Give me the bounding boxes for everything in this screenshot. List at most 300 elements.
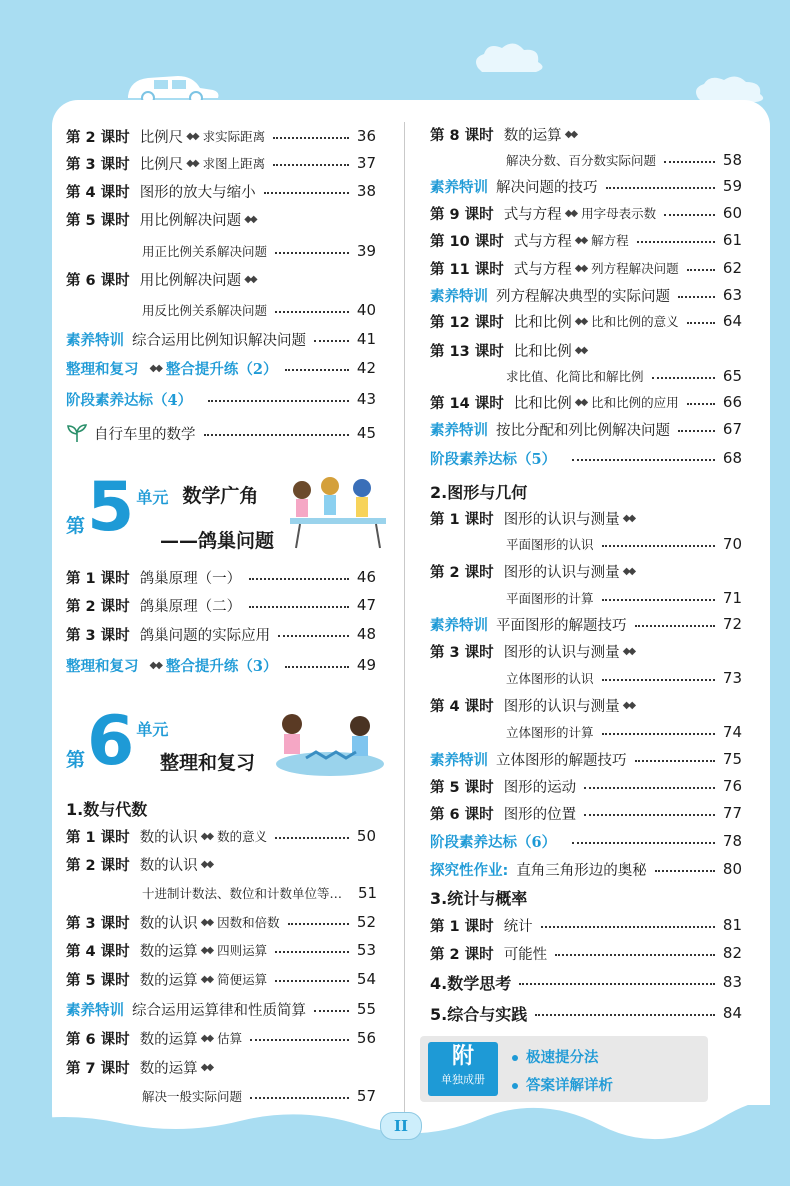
toc-row [430, 912, 742, 938]
page-ref: 36 [356, 127, 376, 145]
dot-leader [275, 943, 349, 953]
attachment-item [512, 1074, 613, 1095]
lesson-number: 第 2 课时 [430, 946, 494, 963]
toc-row [430, 665, 742, 691]
page-ref: 81 [722, 916, 742, 934]
lesson-title: 图形的认识与测量 [503, 698, 620, 715]
page-ref: 43 [356, 390, 376, 408]
toc-row [430, 200, 742, 226]
diamond-icon: ◆◆ [186, 157, 198, 169]
diamond-icon: ◆◆ [244, 213, 256, 225]
toc-row [430, 389, 742, 415]
page-ref: 51 [358, 884, 378, 902]
lesson-number: 第 3 课时 [66, 627, 130, 644]
lesson-title: 数的认识 [139, 857, 198, 874]
toc-row [430, 227, 742, 253]
dot-leader [535, 1006, 715, 1016]
page-ref: 37 [356, 154, 376, 172]
unit-number: 5 [87, 468, 135, 547]
section-tag: 阶段素养达标（5） [430, 450, 557, 468]
dot-leader [288, 915, 349, 925]
toc-row [66, 909, 376, 935]
toc-row [66, 266, 376, 292]
lesson-number: 第 8 课时 [430, 127, 494, 144]
lesson-subtitle: 平面图形的计算 [506, 591, 594, 606]
dot-leader [249, 598, 349, 608]
lesson-number: 第 1 课时 [430, 918, 494, 935]
page-ref: 39 [356, 242, 376, 260]
page-ref: 41 [356, 330, 376, 348]
page-ref: 56 [356, 1029, 376, 1047]
attachment-tag-sub: 单独成册 [441, 1073, 485, 1086]
lesson-subtitle: 求实际距离 [202, 129, 266, 144]
lesson-subtitle: 用正比例关系解决问题 [142, 244, 268, 259]
dot-leader [275, 303, 349, 313]
section-tag: 素养特训 [430, 422, 488, 439]
lesson-title: 数的认识 [139, 829, 198, 846]
page-ref: 38 [356, 182, 376, 200]
dot-leader [635, 752, 715, 762]
lesson-number: 第 14 课时 [430, 395, 504, 412]
section-heading: 5.综合与实践 [430, 1004, 528, 1024]
lesson-title: 综合运用比例知识解决问题 [132, 332, 306, 349]
dot-leader [250, 1089, 349, 1099]
section-tag: 探究性作业: [430, 862, 509, 879]
diamond-icon: ◆◆ [200, 916, 213, 928]
lesson-title: 可能性 [503, 946, 548, 963]
toc-row [430, 121, 742, 147]
toc-row [66, 238, 376, 264]
page-ref: 83 [722, 973, 742, 991]
lesson-subtitle: 立体图形的计算 [506, 725, 594, 740]
page-ref: 42 [356, 359, 376, 377]
toc-row [430, 255, 742, 281]
page-ref: 54 [356, 970, 376, 988]
bullet-icon [512, 1083, 518, 1089]
unit-prefix: 第 [66, 515, 86, 537]
lesson-number: 第 12 课时 [430, 314, 504, 331]
page-ref: 62 [722, 259, 742, 277]
dot-leader [687, 261, 715, 271]
toc-row [66, 386, 376, 412]
lesson-number: 第 3 课时 [430, 644, 494, 661]
toc-row [66, 851, 376, 877]
section-heading: 4.数学思考 [430, 973, 512, 993]
attachment-tag [428, 1042, 498, 1096]
toc-row [430, 800, 742, 826]
diamond-icon: ◆◆ [564, 128, 577, 140]
lesson-subtitle: 解方程 [591, 233, 629, 248]
lesson-title: 数的运算 [503, 127, 562, 144]
page-ref: 77 [722, 804, 742, 822]
section-tag: 阶段素养达标（4） [66, 391, 193, 409]
dot-leader [655, 862, 715, 872]
toc-row [430, 558, 742, 584]
dot-leader [664, 206, 715, 216]
dot-leader [264, 184, 349, 194]
lesson-title: 用比例解决问题 [139, 272, 242, 289]
section-heading: 2.图形与几何 [430, 482, 528, 502]
dot-leader [249, 570, 349, 580]
dot-leader [275, 972, 349, 982]
section-tag: 素养特训 [430, 288, 488, 305]
section-heading: 3.统计与概率 [430, 888, 528, 908]
section-tag: 整理和复习 [66, 360, 139, 378]
page-ref: 45 [356, 424, 376, 442]
lesson-subtitle: 简便运算 [217, 972, 268, 987]
page-ref: 60 [722, 204, 742, 222]
toc-row [66, 297, 376, 323]
page-ref: 50 [356, 827, 376, 845]
sprout-icon [66, 423, 88, 443]
dot-leader [519, 975, 715, 985]
toc-row [66, 937, 376, 963]
lesson-title: 比和比例 [513, 314, 572, 331]
toc-row [430, 308, 742, 334]
lesson-number: 第 2 课时 [430, 564, 494, 581]
page-ref: 47 [356, 596, 376, 614]
attachment-box [420, 1036, 708, 1102]
diamond-icon: ◆◆ [200, 1032, 213, 1044]
lesson-subtitle: 用字母表示数 [581, 206, 657, 221]
page-ref: 63 [722, 286, 742, 304]
dot-leader [602, 537, 715, 547]
diamond-icon: ◆◆ [574, 262, 587, 274]
dot-leader [687, 314, 715, 324]
toc-row [430, 416, 742, 442]
toc-row [66, 326, 376, 352]
unit6-header [66, 702, 169, 781]
lesson-title: 图形的认识与测量 [503, 511, 620, 528]
lesson-title: 按比分配和列比例解决问题 [496, 422, 670, 439]
dot-leader [541, 918, 715, 928]
lesson-subtitle: 解决一般实际问题 [142, 1089, 243, 1104]
toc-row [66, 420, 376, 446]
toc-row [430, 692, 742, 718]
page-ref: 73 [722, 669, 742, 687]
bullet-icon [512, 1055, 518, 1061]
toc-row [66, 1054, 376, 1080]
kids-illustration [280, 470, 392, 550]
lesson-subtitle: 比和比例的意义 [591, 314, 679, 329]
section-heading: 1.数与代数 [66, 800, 148, 819]
toc-row [430, 445, 742, 471]
page-ref: 80 [722, 860, 742, 878]
page-ref: 49 [356, 656, 376, 674]
toc-row [66, 150, 376, 176]
dot-leader [285, 658, 348, 668]
lesson-subtitle: 平面图形的认识 [506, 537, 594, 552]
toc-row [66, 652, 376, 678]
diamond-icon: ◆◆ [186, 130, 198, 142]
toc-row [66, 1083, 376, 1109]
dot-leader [275, 244, 349, 254]
lesson-title: 图形的认识与测量 [503, 644, 620, 661]
page-ref: 68 [722, 449, 742, 467]
toc-row [66, 880, 376, 906]
toc-row [430, 828, 742, 854]
toc-row [66, 564, 376, 590]
page-ref: 66 [722, 393, 742, 411]
toc-row [430, 746, 742, 772]
toc-row [66, 966, 376, 992]
page-ref: 75 [722, 750, 742, 768]
section-tag: 素养特训 [430, 752, 488, 769]
dot-leader [208, 392, 349, 402]
lesson-number: 第 11 课时 [430, 261, 504, 278]
toc-row [430, 856, 742, 882]
page-ref: 53 [356, 941, 376, 959]
toc-row [430, 884, 742, 910]
toc-row [66, 123, 376, 149]
lesson-number: 第 6 课时 [66, 272, 130, 289]
lesson-subtitle: 整合提升练（2） [165, 360, 278, 378]
lesson-title: 比和比例 [513, 395, 572, 412]
lesson-subtitle: 求图上距离 [202, 156, 266, 171]
dot-leader [602, 671, 715, 681]
page-ref: 46 [356, 568, 376, 586]
lesson-subtitle: 用反比例关系解决问题 [142, 303, 268, 318]
lesson-number: 第 4 课时 [66, 943, 130, 960]
lesson-title: 比例尺 [139, 156, 184, 173]
page-ref: 59 [722, 177, 742, 195]
toc-row [66, 621, 376, 647]
section-tag: 素养特训 [66, 332, 124, 349]
section-tag: 素养特训 [430, 179, 488, 196]
lesson-number: 第 2 课时 [66, 129, 130, 146]
unit-prefix: 第 [66, 749, 86, 771]
dot-leader [687, 395, 715, 405]
lesson-subtitle: 立体图形的认识 [506, 671, 594, 686]
diamond-icon: ◆◆ [622, 565, 635, 577]
lesson-title: 直角三角形边的奥秘 [516, 862, 647, 879]
diamond-icon: ◆◆ [200, 858, 213, 870]
lesson-number: 第 1 课时 [66, 829, 130, 846]
dot-leader [652, 369, 715, 379]
page-ref: 64 [722, 312, 742, 330]
lesson-number: 第 13 课时 [430, 343, 504, 360]
diamond-icon: ◆◆ [574, 234, 587, 246]
section-tag: 阶段素养达标（6） [430, 833, 557, 851]
diamond-icon: ◆◆ [149, 362, 161, 374]
page-ref: 82 [722, 944, 742, 962]
dot-leader [602, 591, 715, 601]
toc-row [66, 355, 376, 381]
toc-row [430, 531, 742, 557]
toc-row [430, 478, 742, 504]
dot-leader [314, 332, 349, 342]
toc-row [430, 773, 742, 799]
page-ref: 52 [356, 913, 376, 931]
page-ref: 40 [356, 301, 376, 319]
lesson-title: 式与方程 [513, 233, 572, 250]
lesson-number: 第 5 课时 [430, 779, 494, 796]
toc-row [430, 1000, 742, 1026]
lesson-title: 图形的运动 [503, 779, 577, 796]
lesson-number: 第 3 课时 [66, 156, 130, 173]
page-ref: 71 [722, 589, 742, 607]
lesson-number: 第 9 课时 [430, 206, 494, 223]
dot-leader [602, 725, 715, 735]
cloud-icon [470, 38, 550, 78]
dot-leader [678, 422, 715, 432]
lesson-title: 鸽巢原理（一） [139, 570, 242, 587]
page-number: II [380, 1112, 422, 1140]
lesson-title: 鸽巢原理（二） [139, 598, 242, 615]
lesson-title: 比和比例 [513, 343, 572, 360]
toc-row [66, 823, 376, 849]
diamond-icon: ◆◆ [622, 645, 635, 657]
dot-leader [285, 361, 348, 371]
diamond-icon: ◆◆ [574, 344, 587, 356]
lesson-title: 数的认识 [139, 915, 198, 932]
toc-row [430, 719, 742, 745]
page-ref: 48 [356, 625, 376, 643]
page-ref: 72 [722, 615, 742, 633]
toc-row [430, 638, 742, 664]
lesson-number: 第 2 课时 [66, 598, 130, 615]
unit-title: 数学广角 [182, 485, 259, 507]
dot-leader [555, 946, 715, 956]
diamond-icon: ◆◆ [622, 512, 635, 524]
lesson-subtitle: 列方程解决问题 [591, 261, 679, 276]
page-ref: 78 [722, 832, 742, 850]
lesson-number: 第 7 课时 [66, 1060, 130, 1077]
lesson-title: 图形的位置 [503, 806, 577, 823]
page-ref: 70 [722, 535, 742, 553]
lesson-number: 第 4 课时 [430, 698, 494, 715]
lesson-title: 综合运用运算律和性质简算 [132, 1002, 306, 1019]
page-ref: 67 [722, 420, 742, 438]
page-ref: 76 [722, 777, 742, 795]
dot-leader [572, 451, 715, 461]
dot-leader [606, 179, 715, 189]
diamond-icon: ◆◆ [200, 1061, 213, 1073]
unit5-subtitle: ——鸽巢问题 [160, 530, 275, 552]
toc-row [430, 505, 742, 531]
lesson-title: 立体图形的解题技巧 [496, 752, 627, 769]
page-ref: 55 [356, 1000, 376, 1018]
lesson-subtitle: 解决分数、百分数实际问题 [506, 153, 657, 168]
lesson-title: 列方程解决典型的实际问题 [496, 288, 670, 305]
dot-leader [635, 617, 715, 627]
lesson-number: 第 6 课时 [430, 806, 494, 823]
attachment-item-label: 答案详解详析 [526, 1078, 613, 1094]
lesson-number: 第 5 课时 [66, 972, 130, 989]
toc-row [66, 206, 376, 232]
dot-leader [584, 779, 715, 789]
column-divider [404, 122, 405, 1112]
lesson-subtitle: 求比值、化简比和解比例 [506, 369, 644, 384]
lesson-subtitle: 比和比例的应用 [591, 395, 679, 410]
lesson-title: 图形的认识与测量 [503, 564, 620, 581]
dot-leader [273, 156, 349, 166]
diamond-icon: ◆◆ [200, 830, 213, 842]
lesson-subtitle: 数的意义 [217, 829, 268, 844]
page-ref: 61 [722, 231, 742, 249]
toc-row [430, 337, 742, 363]
dot-leader [584, 806, 715, 816]
lesson-title: 数的运算 [139, 943, 198, 960]
dot-leader [678, 288, 715, 298]
toc-row [430, 173, 742, 199]
toc-row [430, 940, 742, 966]
toc-row [66, 178, 376, 204]
section-tag: 素养特训 [66, 1002, 124, 1019]
toc-row [66, 592, 376, 618]
lesson-title: 图形的放大与缩小 [139, 184, 256, 201]
page-ref: 74 [722, 723, 742, 741]
lesson-number: 第 1 课时 [66, 570, 130, 587]
lesson-number: 第 2 课时 [66, 857, 130, 874]
toc-row [66, 1025, 376, 1051]
page-ref: 57 [356, 1087, 376, 1105]
unit6-title: 整理和复习 [160, 752, 256, 774]
dot-leader [314, 1002, 349, 1012]
lesson-number: 第 3 课时 [66, 915, 130, 932]
lesson-title: 比例尺 [139, 129, 184, 146]
lesson-title: 统计 [503, 918, 533, 935]
toc-row [430, 282, 742, 308]
attachment-item-label: 极速提分法 [526, 1050, 599, 1066]
lesson-number: 第 10 课时 [430, 233, 504, 250]
dot-leader [637, 233, 715, 243]
dot-leader [572, 834, 715, 844]
page-ref: 65 [722, 367, 742, 385]
lesson-title: 式与方程 [503, 206, 562, 223]
toc-row [430, 611, 742, 637]
lesson-number: 第 6 课时 [66, 1031, 130, 1048]
lesson-title: 平面图形的解题技巧 [496, 617, 627, 634]
lesson-subtitle: 因数和倍数 [217, 915, 280, 930]
lesson-subtitle: 估算 [217, 1031, 243, 1046]
toc-row [430, 147, 742, 173]
diamond-icon: ◆◆ [574, 396, 587, 408]
lesson-title: 数的运算 [139, 1031, 198, 1048]
toc-row [430, 969, 742, 995]
lesson-subtitle: 十进制计数法、数位和计数单位等… [142, 886, 343, 901]
unit-number: 6 [87, 702, 135, 781]
lesson-title: 解决问题的技巧 [496, 179, 598, 196]
page-ref: 84 [722, 1004, 742, 1022]
section-tag: 素养特训 [430, 617, 488, 634]
lesson-title: 鸽巢问题的实际应用 [139, 627, 271, 644]
diamond-icon: ◆◆ [149, 659, 161, 671]
diamond-icon: ◆◆ [574, 315, 587, 327]
toc-row [430, 585, 742, 611]
dot-leader [204, 426, 349, 436]
lesson-subtitle: 四则运算 [217, 943, 268, 958]
diamond-icon: ◆◆ [200, 944, 213, 956]
lesson-title: 数的运算 [139, 972, 198, 989]
lesson-number: 第 4 课时 [66, 184, 130, 201]
dot-leader [250, 1031, 349, 1041]
lesson-title: 自行车里的数学 [94, 426, 196, 443]
kids-puzzle-illustration [270, 708, 390, 780]
page-ref: 58 [722, 151, 742, 169]
lesson-title: 用比例解决问题 [139, 212, 242, 229]
lesson-number: 第 5 课时 [66, 212, 130, 229]
dot-leader [278, 627, 349, 637]
diamond-icon: ◆◆ [200, 973, 213, 985]
dot-leader [275, 829, 349, 839]
lesson-number: 第 1 课时 [430, 511, 494, 528]
section-tag: 整理和复习 [66, 657, 139, 675]
attachment-tag-label: 附 [451, 1044, 474, 1069]
lesson-title: 数的运算 [139, 1060, 198, 1077]
dot-leader [664, 153, 715, 163]
diamond-icon: ◆◆ [622, 699, 635, 711]
